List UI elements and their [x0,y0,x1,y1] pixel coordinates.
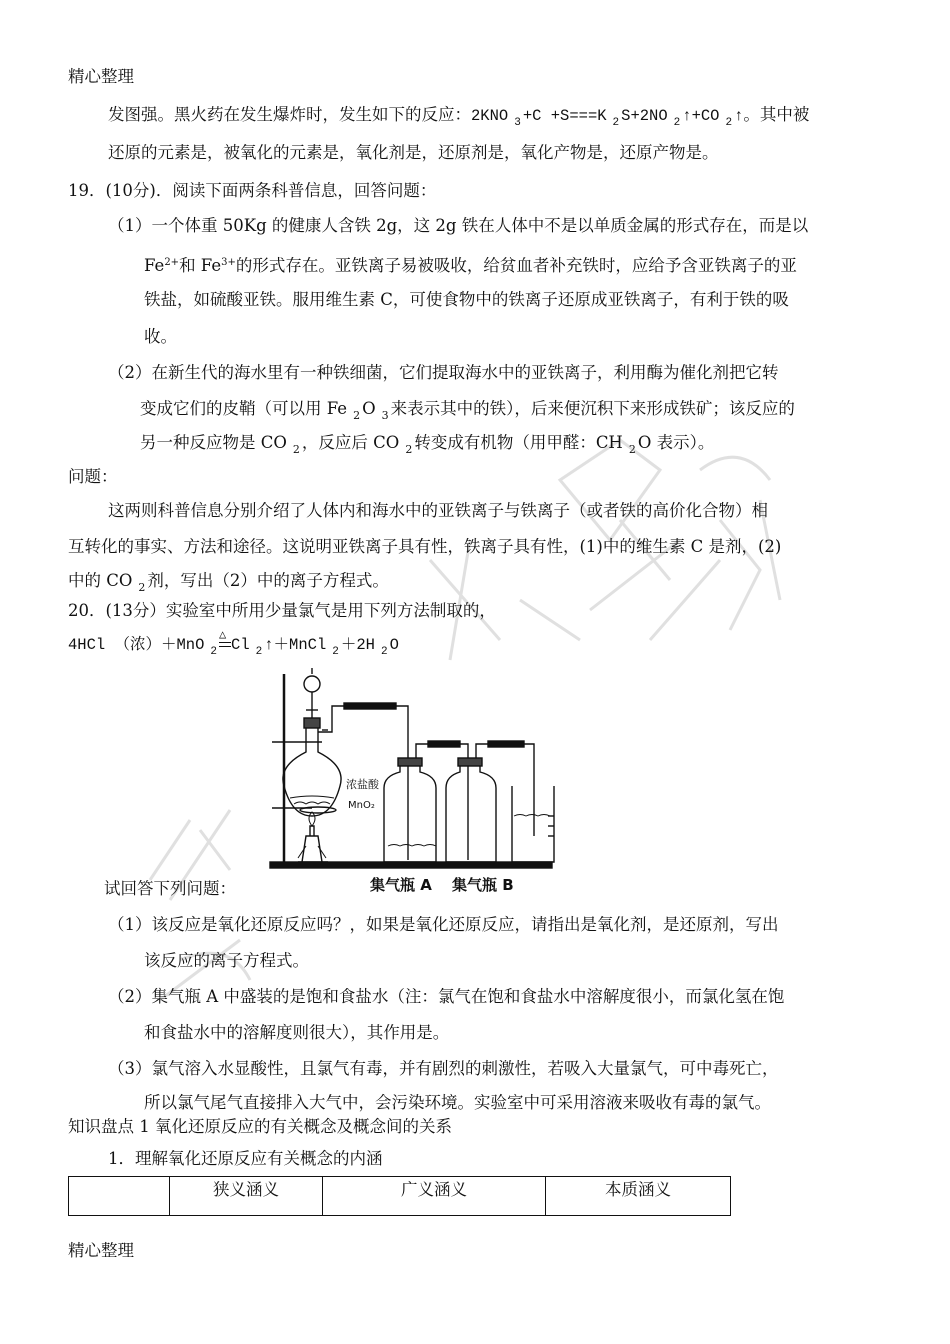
q18-line1: 发图强。黑火药在发生爆炸时，发生如下的反应：2KNO $_3$ +C +S===K $_2$ S+2NO $_2$ ↑+CO $_2$ ↑。其中被 [108,105,810,129]
apparatus-drawing [262,666,562,872]
q19-title: 19．(10分)．阅读下面两条科普信息，回答问题： [68,181,437,200]
label-mno2: MnO₂ [348,800,375,811]
page-header: 精心整理 [68,67,134,86]
q19-p2-line2: 变成它们的皮鞘（可以用 Fe $_2$ O $_3$ 来表示其中的铁），后来便沉积下来形成铁矿；该反应的 [140,399,795,422]
question-label: 问题： [68,467,118,486]
q20-s2-line2: 和食盐水中的溶解度则很大），其作用是。 [144,1023,450,1042]
concept-table [68,1176,731,1216]
equation-gunpowder: 2KNO $_3$ +C +S===K $_2$ S+2NO $_2$ ↑+CO $_2$ ↑ [471,107,744,129]
q20-s1-line1: （1）该反应是氧化还原反应吗？，如果是氧化还原反应，请指出是氧化剂，是还原剂，写出 [108,915,779,934]
heat-symbol: △ [219,628,227,642]
table-header-empty [69,1177,170,1216]
knowledge-item-1: 1．理解氧化还原反应有关概念的内涵 [108,1149,383,1168]
page-footer: 精心整理 [68,1241,134,1260]
q19-question-line3: 中的 CO $_2$ 剂，写出（2）中的离子方程式。 [68,571,389,594]
table-row [69,1177,731,1216]
q18-line2: 还原的元素是，被氧化的元素是，氧化剂是，还原剂是，氧化产物是，还原产物是。 [108,143,719,162]
table-header-broad: 广义涵义 [323,1177,546,1216]
q19-p2-line1: （2）在新生代的海水里有一种铁细菌，它们提取海水中的亚铁离子，利用酶为催化剂把它转 [108,363,779,382]
q19-question-line2: 互转化的事实、方法和途径。这说明亚铁离子具有性，铁离子具有性，(1)中的维生素 C 是剂，(2) [68,537,782,556]
label-conc-hcl: 浓盐酸 [346,778,379,791]
q19-p1-line2: $Fe^{2+}$和 $Fe^{3+}$的形式存在。亚铁离子易被吸收，给贫血者补充铁时，应给予含亚铁离子的亚 [144,256,797,275]
equation-chlorine: 4HCl （浓）＋MnO $_2$ △ Cl $_2$ ↑＋MnCl $_2$ ＋2H $_2$ O [68,634,399,663]
caption-bottle-a: 集气瓶 A [370,876,432,894]
q19-p2-line3: 另一种反应物是 CO $_2$ ，反应后 CO $_2$ 转变成有机物（用甲醛：CH $_2$ O 表示）。 [140,433,715,456]
table-header-narrow: 狭义涵义 [170,1177,323,1216]
caption-bottle-b: 集气瓶 B [452,876,514,894]
q20-s2-line1: （2）集气瓶 A 中盛装的是饱和食盐水（注：氯气在饱和食盐水中溶解度很小，而氯化氢在饱 [108,987,785,1006]
table-header-essence: 本质涵义 [546,1177,731,1216]
q20-s1-line2: 该反应的离子方程式。 [144,951,309,970]
q20-s3-line1: （3）氯气溶入水显酸性，且氯气有毒，并有剧烈的刺激性，若吸入大量氯气，可中毒死亡， [108,1059,779,1078]
apparatus-figure [262,666,562,896]
q19-p1-line3: 铁盐，如硫酸亚铁。服用维生素 C，可使食物中的铁离子还原成亚铁离子，有利于铁的吸 [144,290,789,309]
q19-question-line1: 这两则科普信息分别介绍了人体内和海水中的亚铁离子与铁离子（或者铁的高价化合物）相 [108,501,768,520]
q20-s3-line2: 所以氯气尾气直接排入大气中，会污染环境。实验室中可采用溶液来吸收有毒的氯气。 [144,1093,771,1112]
knowledge-title: 知识盘点 1 氧化还原反应的有关概念及概念间的关系 [68,1117,452,1136]
q20-intro: 试回答下列问题： [104,879,236,898]
q20-title: 20．(13分）实验室中所用少量氯气是用下列方法制取的， [68,601,496,620]
q19-p1-line1: （1）一个体重 50Kg 的健康人含铁 2g，这 2g 铁在人体中不是以单质金属的形式存在，而是以 [108,216,809,235]
q19-p1-line4: 收。 [144,327,177,346]
